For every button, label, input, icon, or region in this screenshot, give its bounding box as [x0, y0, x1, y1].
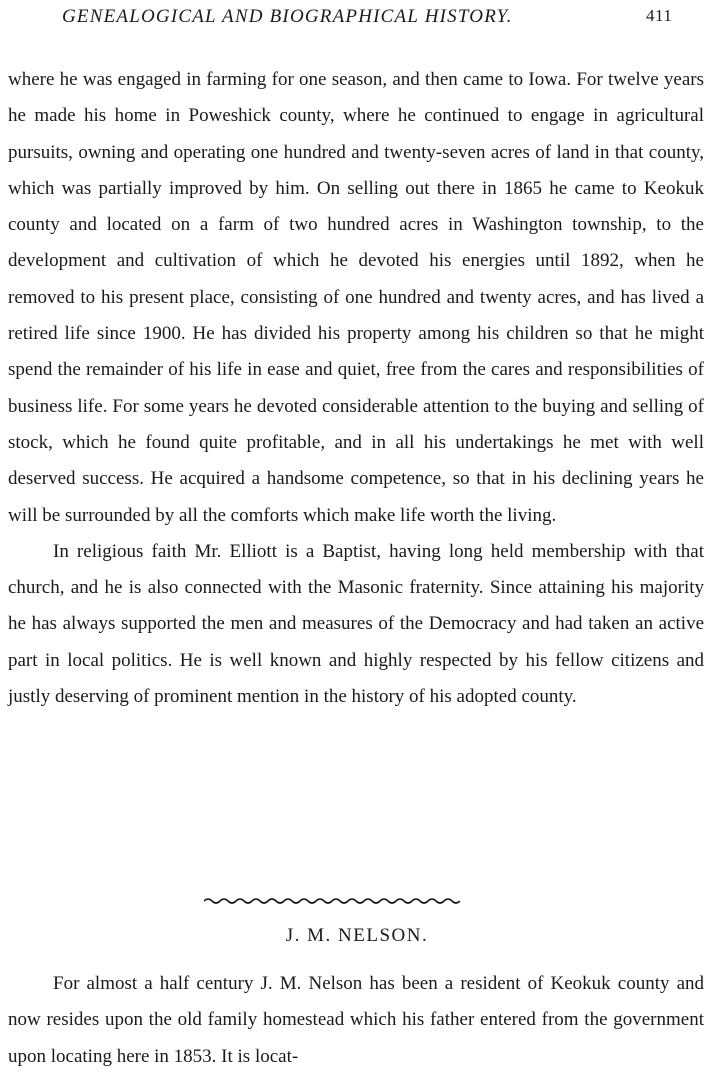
section-heading-nelson: J. M. NELSON.: [285, 925, 429, 946]
paragraph-nelson-1: For almost a half century J. M. Nelson has been a resident of Keokuk county and now resides upon the old family homestead which his father entered from the government upon locating here in 1853. It is locat-: [8, 973, 704, 1067]
page-number: 411: [646, 6, 673, 25]
paragraph-elliott-2: In religious faith Mr. Elliott is a Baptist, having long held membership with that church, and he is also connected with the Masonic fraternity. Since attaining his majority he has always supported the men and measures of the Democracy and had taken an active part in local politics. He is well known and highly respected by his fellow citizens and justly deserving of prominent mention in the history of his adopted county.: [8, 540, 704, 708]
section-divider-wavy-rule: [204, 896, 460, 906]
article-elliott: [8, 62, 704, 715]
paragraph-elliott-1: where he was engaged in farming for one season, and then came to Iowa. For twelve years he made his home in Poweshick county, where he continued to engage in agricultural pursuits, owning and operating one hundred and twenty-seven acres of land in that county, which was partially improved by him. On selling out there in 1865 he came to Keokuk county and located on a farm of two hundred acres in Washington township, to the development and cultivation of which he devoted his energies until 1892, when he removed to his present place, consisting of one hundred and twenty acres, and has lived a retired life since 1900. He has divided his property among his children so that he might spend the remainder of his life in ease and quiet, free from the cares and responsibilities of business life. For some years he devoted considerable attention to the buying and selling of stock, which he found quite profitable, and in all his undertakings he met with well deserved success. He acquired a handsome competence, so that in his declining years he will be surrounded by all the comforts which make life worth the living.: [8, 69, 704, 526]
running-head-title: GENEALOGICAL AND BIOGRAPHICAL HISTORY.: [62, 6, 513, 27]
article-nelson: [8, 966, 704, 1075]
